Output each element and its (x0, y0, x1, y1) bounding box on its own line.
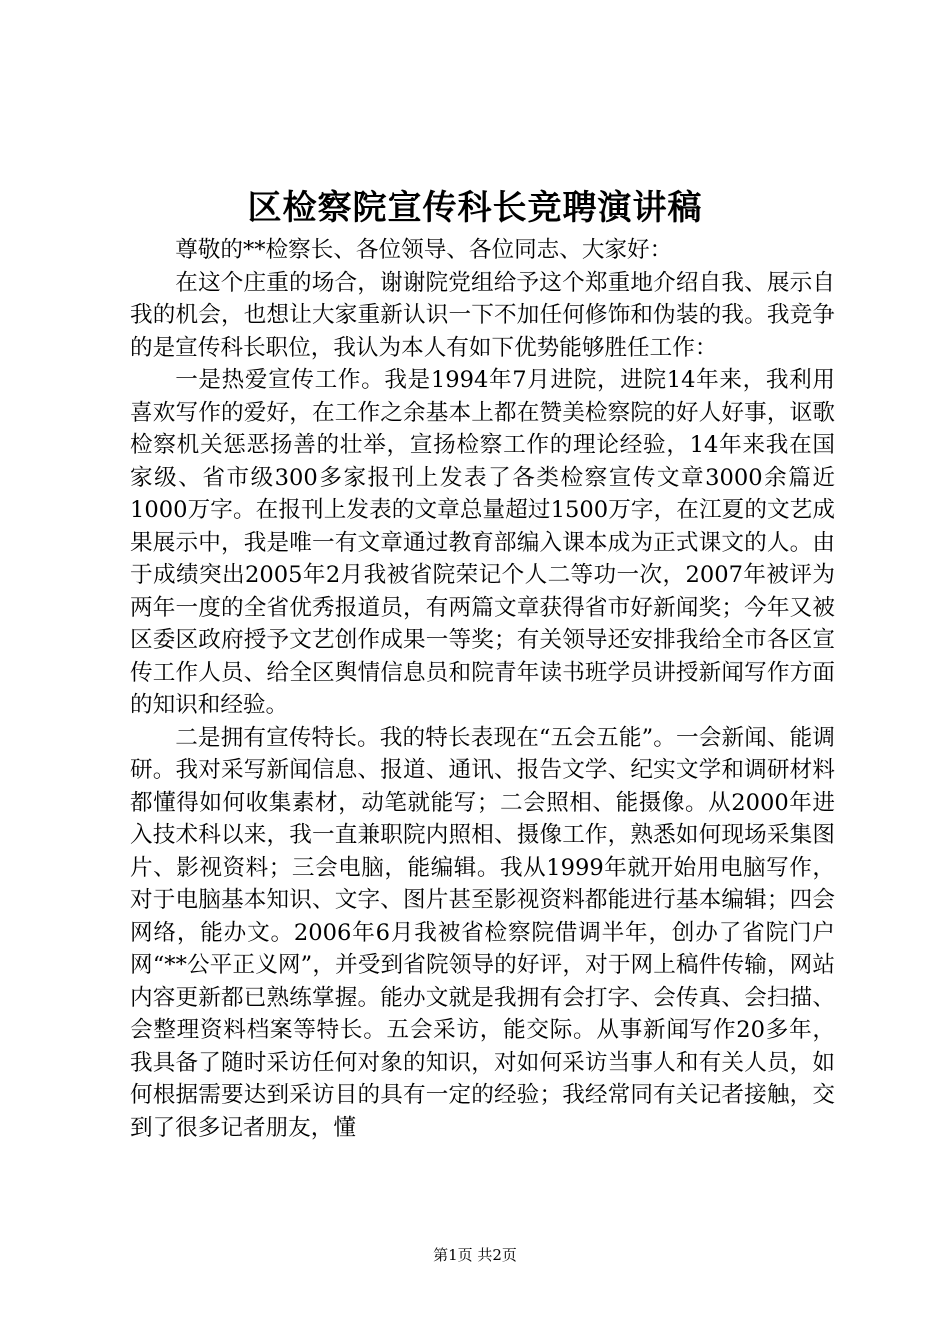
intro-paragraph: 在这个庄重的场合，谢谢院党组给予这个郑重地介绍自我、展示自我的机会，也想让大家重新认识一下不加任何修饰和伪装的我。我竞争的是宣传科长职位，我认为本人有如下优势能够胜任工作： (130, 269, 835, 361)
first-point-paragraph: 一是热爱宣传工作。我是1994年7月进院，进院14年来，我利用喜欢写作的爱好，在工作之余基本上都在赞美检察院的好人好事，讴歌检察机关惩恶扬善的壮举，宣扬检察工作的理论经验，14年来我在国家级、省市级300多家报刊上发表了各类检察宣传文章3000余篇近1000万字。在报刊上发表的文章总量超过1500万字，在江夏的文艺成果展示中，我是唯一有文章通过教育部编入课本成为正式课文的人。由于成绩突出2005年2月我被省院荣记个人二等功一次，2007年被评为两年一度的全省优秀报道员，有两篇文章获得省市好新闻奖；今年又被区委区政府授予文艺创作成果一等奖；有关领导还安排我给全市各区宣传工作人员、给全区舆情信息员和院青年读书班学员讲授新闻写作方面的知识和经验。 (130, 367, 835, 718)
second-point-paragraph: 二是拥有宣传特长。我的特长表现在“五会五能”。一会新闻、能调研。我对采写新闻信息、报道、通讯、报告文学、纪实文学和调研材料都懂得如何收集素材，动笔就能写；二会照相、能摄像。从2000年进入技术科以来，我一直兼职院内照相、摄像工作，熟悉如何现场采集图片、影视资料；三会电脑，能编辑。我从1999年就开始用电脑写作，对于电脑基本知识、文字、图片甚至影视资料都能进行基本编辑；四会网络，能办文。2006年6月我被省检察院借调半年，创办了省院门户网“**公平正义网”，并受到省院领导的好评，对于网上稿件传输，网站内容更新都已熟练掌握。能办文就是我拥有会打字、会传真、会扫描、会整理资料档案等特长。五会采访，能交际。从事新闻写作20多年，我具备了随时采访任何对象的知识，对如何采访当事人和有关人员，如何根据需要达到采访目的具有一定的经验；我经常同有关记者接触，交到了很多记者朋友，懂 (130, 724, 835, 1141)
document-body (130, 234, 835, 1144)
document-title: 区检察院宣传科长竞聘演讲稿 (247, 188, 703, 228)
salutation-paragraph: 尊敬的**检察长、各位领导、各位同志、大家好： (175, 237, 673, 263)
page-number-footer: 第1页 共2页 (433, 1246, 517, 1264)
